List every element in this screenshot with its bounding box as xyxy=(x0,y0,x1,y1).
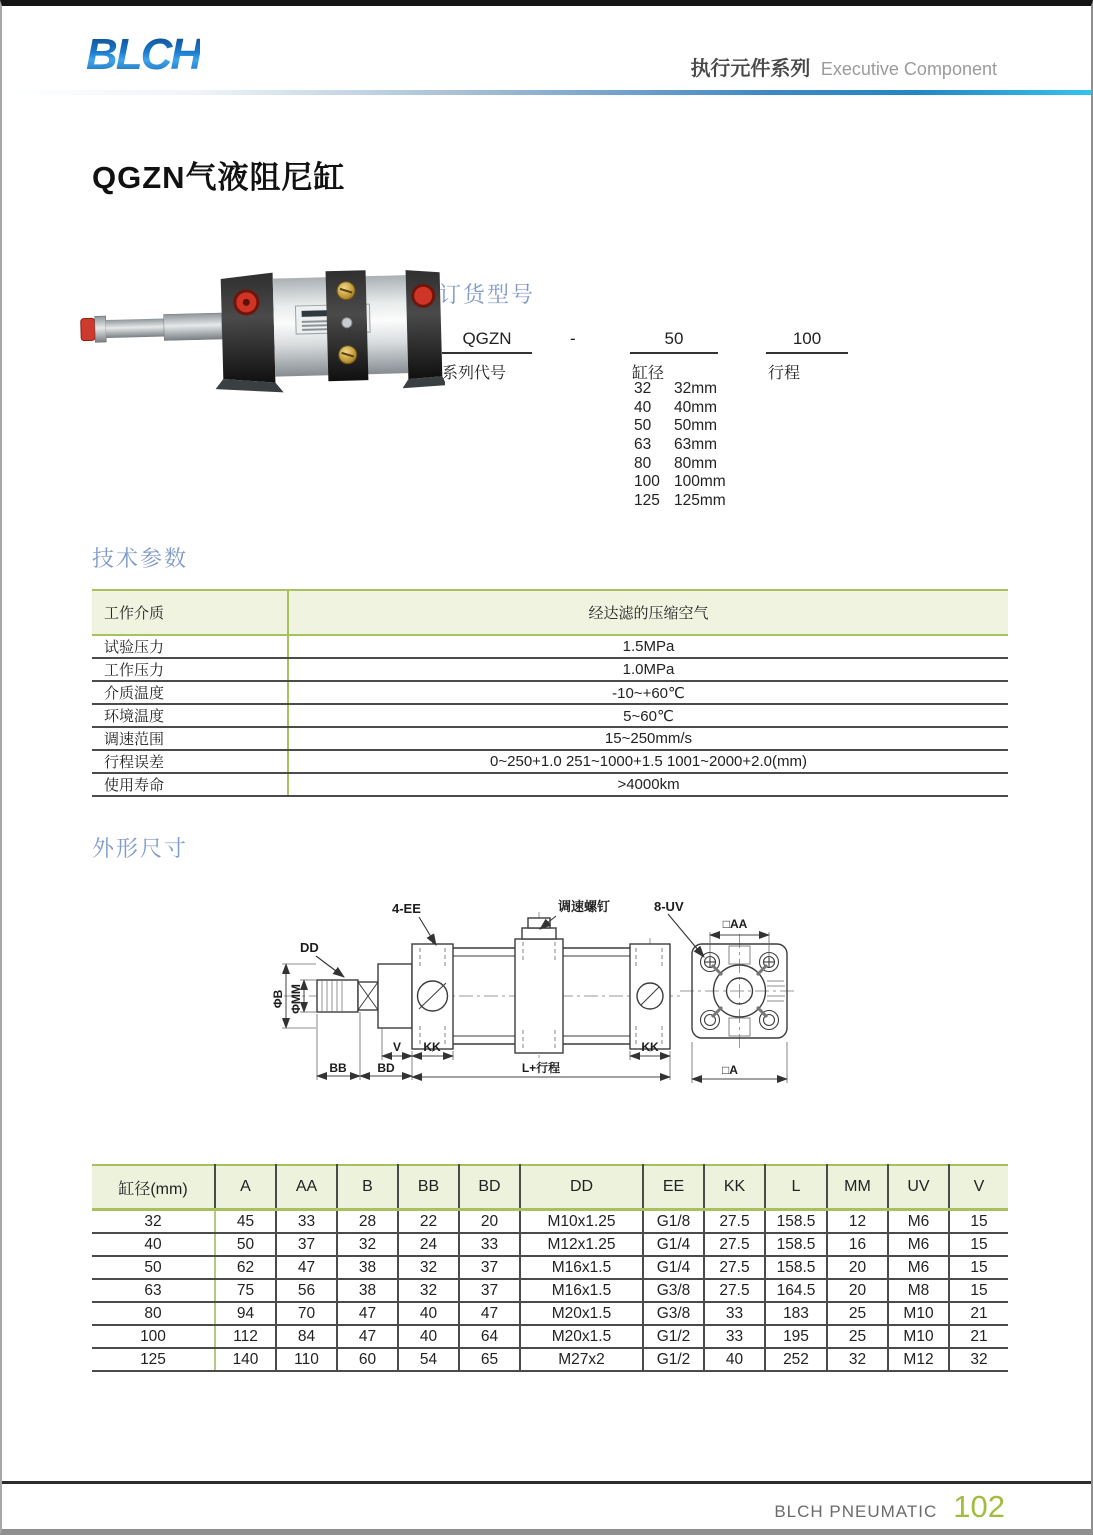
dim-table-row xyxy=(92,1279,1008,1302)
footer-brand: BLCH PNEUMATIC xyxy=(774,1502,938,1521)
dim-cell: 33 xyxy=(704,1302,765,1325)
dim-cell: 40 xyxy=(398,1325,459,1348)
dim-cell: 38 xyxy=(337,1256,398,1279)
dim-cell: G3/8 xyxy=(643,1302,704,1325)
tech-param-row xyxy=(92,750,1008,773)
dim-cell: 20 xyxy=(827,1279,888,1302)
dim-cell: 28 xyxy=(337,1210,398,1234)
dim-cell: G3/8 xyxy=(643,1279,704,1302)
dim-cell: 21 xyxy=(949,1302,1008,1325)
tech-param-label: 工作压力 xyxy=(92,658,288,681)
dim-cell: 56 xyxy=(276,1279,337,1302)
dim-table-row xyxy=(92,1256,1008,1279)
product-photo xyxy=(75,262,445,394)
dim-col-header: V xyxy=(949,1165,1008,1210)
dim-cell: M27x2 xyxy=(520,1348,643,1371)
label-speed-screw: 调速螺钉 xyxy=(558,899,611,914)
piston-rod-collar xyxy=(164,313,223,341)
tech-param-row xyxy=(92,658,1008,681)
tech-param-value: 15~250mm/s xyxy=(288,727,1008,750)
clamp-center-pin xyxy=(342,318,352,328)
dim-cell: 25 xyxy=(827,1302,888,1325)
tech-params-table xyxy=(92,589,1008,797)
dim-cell: 25 xyxy=(827,1325,888,1348)
label-sq-aa: □AA xyxy=(722,917,748,931)
tech-param-row xyxy=(92,727,1008,750)
label-kk-front: KK xyxy=(423,1040,441,1054)
bore-option: 40 40mm xyxy=(634,398,718,416)
bore-option: 125 125mm xyxy=(634,492,726,510)
tech-param-label: 行程误差 xyxy=(92,750,288,773)
header-divider xyxy=(2,90,1091,95)
dim-cell: M6 xyxy=(888,1233,949,1256)
dim-cell: M12x1.25 xyxy=(520,1233,643,1256)
dim-cell: 80 xyxy=(92,1302,215,1325)
ordering-stroke-code: 100 xyxy=(766,329,848,354)
dim-cell: 40 xyxy=(704,1348,765,1371)
header-series xyxy=(690,52,997,81)
dim-table-header-row xyxy=(92,1165,1008,1210)
bore-option: 50 50mm xyxy=(634,417,718,435)
dim-cell: 158.5 xyxy=(765,1210,827,1234)
side-view xyxy=(317,918,670,1053)
label-bb: BB xyxy=(329,1061,347,1075)
ordering-series-code: QGZN xyxy=(442,329,532,354)
dim-table-row xyxy=(92,1348,1008,1371)
dim-col-header: BB xyxy=(398,1165,459,1210)
dim-cell: M12 xyxy=(888,1348,949,1371)
label-phi-mm: ΦMM xyxy=(289,984,303,1014)
dim-col-header: UV xyxy=(888,1165,949,1210)
dim-cell: 37 xyxy=(276,1233,337,1256)
dim-cell: 32 xyxy=(92,1210,215,1234)
dim-cell: 84 xyxy=(276,1325,337,1348)
stroke-label: 行程 xyxy=(768,365,801,382)
tech-param-value: 5~60℃ xyxy=(288,704,1008,727)
dim-cell: M6 xyxy=(888,1210,949,1234)
tech-param-row xyxy=(92,590,1008,635)
label-sq-a: □A xyxy=(722,1063,738,1077)
dim-cell: 60 xyxy=(337,1348,398,1371)
footer-divider xyxy=(2,1481,1091,1484)
ordering-heading: 订货型号 xyxy=(439,282,536,307)
dim-cell: 37 xyxy=(459,1279,520,1302)
dim-cell: 45 xyxy=(215,1210,276,1234)
series-title-en: Executive Component xyxy=(820,59,997,79)
tech-param-value: 0~250+1.0 251~1000+1.5 1001~2000+2.0(mm) xyxy=(288,750,1008,773)
dim-cell: 20 xyxy=(459,1210,520,1234)
ordering-separator: - xyxy=(570,329,576,348)
dim-cell: G1/2 xyxy=(643,1348,704,1371)
dim-cell: M10 xyxy=(888,1325,949,1348)
dim-cell: 62 xyxy=(215,1256,276,1279)
dim-col-header: BD xyxy=(459,1165,520,1210)
dim-cell: 50 xyxy=(215,1233,276,1256)
dim-cell: 47 xyxy=(276,1256,337,1279)
dimensions-heading: 外形尺寸 xyxy=(92,836,189,861)
dim-cell: 54 xyxy=(398,1348,459,1371)
label-bd: BD xyxy=(377,1061,395,1075)
dim-cell: 27.5 xyxy=(704,1233,765,1256)
tech-param-label: 介质温度 xyxy=(92,681,288,704)
dim-cell: 140 xyxy=(215,1348,276,1371)
dim-cell: M20x1.5 xyxy=(520,1325,643,1348)
tech-param-label: 使用寿命 xyxy=(92,773,288,796)
label-8uv: 8-UV xyxy=(654,899,684,914)
tech-param-label: 调速范围 xyxy=(92,727,288,750)
tech-param-label: 试验压力 xyxy=(92,635,288,658)
series-title-cn: 执行元件系列 xyxy=(690,58,811,80)
dim-col-header: B xyxy=(337,1165,398,1210)
label-phi-b: ΦB xyxy=(271,989,285,1009)
bore-options xyxy=(634,380,726,511)
front-end-cap xyxy=(221,273,276,384)
dim-cell: 63 xyxy=(92,1279,215,1302)
rod-tip xyxy=(81,318,96,340)
dim-cell: 32 xyxy=(337,1233,398,1256)
rear-port xyxy=(412,285,434,307)
bore-label: 缸径 xyxy=(632,365,665,382)
label-dd: DD xyxy=(300,940,319,955)
dim-cell: 47 xyxy=(337,1325,398,1348)
dim-cell: M6 xyxy=(888,1256,949,1279)
tech-param-value: 1.5MPa xyxy=(288,635,1008,658)
label-l-stroke: L+行程 xyxy=(521,1061,561,1075)
dim-cell: 24 xyxy=(398,1233,459,1256)
dimension-table xyxy=(92,1164,1008,1372)
ordering-bore-code: 50 xyxy=(630,329,718,354)
tech-params-heading: 技术参数 xyxy=(92,546,189,571)
dim-cell: 47 xyxy=(459,1302,520,1325)
bore-option: 100 100mm xyxy=(634,473,726,491)
tech-param-row xyxy=(92,681,1008,704)
dim-cell: 195 xyxy=(765,1325,827,1348)
dim-col-header: A xyxy=(215,1165,276,1210)
series-code-label: 系列代号 xyxy=(442,365,507,382)
dim-cell: 38 xyxy=(337,1279,398,1302)
dim-table-row xyxy=(92,1210,1008,1234)
label-4ee: 4-EE xyxy=(392,901,421,916)
dim-cell: 15 xyxy=(949,1233,1008,1256)
tech-param-row xyxy=(92,704,1008,727)
dim-cell: 183 xyxy=(765,1302,827,1325)
dim-col-header: L xyxy=(765,1165,827,1210)
bore-option: 63 63mm xyxy=(634,436,718,454)
dim-table-row xyxy=(92,1325,1008,1348)
dim-cell: 15 xyxy=(949,1279,1008,1302)
dim-cell: G1/8 xyxy=(643,1210,704,1234)
piston-rod xyxy=(106,319,164,339)
dim-col-header: MM xyxy=(827,1165,888,1210)
tech-param-value: >4000km xyxy=(288,773,1008,796)
dim-col-header: EE xyxy=(643,1165,704,1210)
tech-param-value: 经达滤的压缩空气 xyxy=(288,590,1008,635)
dim-cell: M8 xyxy=(888,1279,949,1302)
label-kk-rear: KK xyxy=(641,1040,659,1054)
bore-option: 32 32mm xyxy=(634,380,718,397)
tech-param-value: -10~+60℃ xyxy=(288,681,1008,704)
dim-cell: 112 xyxy=(215,1325,276,1348)
dim-cell: M20x1.5 xyxy=(520,1302,643,1325)
dim-cell: M10x1.25 xyxy=(520,1210,643,1234)
dim-cell: G1/4 xyxy=(643,1233,704,1256)
bore-option: 80 80mm xyxy=(634,454,718,472)
dim-cell: 32 xyxy=(827,1348,888,1371)
tech-param-label: 环境温度 xyxy=(92,704,288,727)
tech-param-row xyxy=(92,773,1008,796)
dim-table-body xyxy=(92,1210,1008,1372)
dim-cell: G1/4 xyxy=(643,1256,704,1279)
dim-col-header: DD xyxy=(520,1165,643,1210)
dim-cell: 50 xyxy=(92,1256,215,1279)
dim-table-row xyxy=(92,1302,1008,1325)
dim-col-header: AA xyxy=(276,1165,337,1210)
dim-col-header: KK xyxy=(704,1165,765,1210)
dim-cell: G1/2 xyxy=(643,1325,704,1348)
tech-param-value: 1.0MPa xyxy=(288,658,1008,681)
dim-cell: 20 xyxy=(827,1256,888,1279)
dim-cell: 100 xyxy=(92,1325,215,1348)
dim-cell: 252 xyxy=(765,1348,827,1371)
dim-cell: M16x1.5 xyxy=(520,1256,643,1279)
dim-cell: 12 xyxy=(827,1210,888,1234)
page-title: QGZN气液阻尼缸 xyxy=(92,160,346,195)
dim-table-row xyxy=(92,1233,1008,1256)
dim-cell: 37 xyxy=(459,1256,520,1279)
dim-cell: 75 xyxy=(215,1279,276,1302)
dim-cell: M10 xyxy=(888,1302,949,1325)
dim-cell: 21 xyxy=(949,1325,1008,1348)
dim-cell: 164.5 xyxy=(765,1279,827,1302)
dim-cell: 158.5 xyxy=(765,1233,827,1256)
dim-cell: 33 xyxy=(276,1210,337,1234)
dim-cell: 94 xyxy=(215,1302,276,1325)
tech-param-row xyxy=(92,635,1008,658)
dim-cell: 15 xyxy=(949,1256,1008,1279)
dim-cell: 22 xyxy=(398,1210,459,1234)
dim-cell: 16 xyxy=(827,1233,888,1256)
dim-cell: 27.5 xyxy=(704,1279,765,1302)
dim-cell: 47 xyxy=(337,1302,398,1325)
dim-cell: 15 xyxy=(949,1210,1008,1234)
dim-cell: 125 xyxy=(92,1348,215,1371)
footer-page-number: 102 xyxy=(953,1489,1005,1524)
label-v: V xyxy=(392,1040,402,1054)
dim-cell: 33 xyxy=(459,1233,520,1256)
dim-cell: 65 xyxy=(459,1348,520,1371)
dim-cell: 70 xyxy=(276,1302,337,1325)
dim-col-header: 缸径(mm) xyxy=(92,1165,215,1210)
dim-cell: 40 xyxy=(92,1233,215,1256)
dim-cell: 27.5 xyxy=(704,1256,765,1279)
dim-cell: 64 xyxy=(459,1325,520,1348)
dim-cell: 32 xyxy=(398,1279,459,1302)
dim-cell: 158.5 xyxy=(765,1256,827,1279)
dim-cell: 32 xyxy=(949,1348,1008,1371)
tech-param-label: 工作介质 xyxy=(92,590,288,635)
footer xyxy=(774,1489,1005,1525)
dim-cell: 40 xyxy=(398,1302,459,1325)
tech-params-body xyxy=(92,590,1008,796)
dim-cell: 110 xyxy=(276,1348,337,1371)
dim-cell: M16x1.5 xyxy=(520,1279,643,1302)
blch-logo: BLCH xyxy=(86,30,201,79)
dim-cell: 33 xyxy=(704,1325,765,1348)
dim-cell: 27.5 xyxy=(704,1210,765,1234)
dim-cell: 32 xyxy=(398,1256,459,1279)
rod-nut xyxy=(95,316,107,342)
dimension-drawing xyxy=(270,886,1012,1123)
